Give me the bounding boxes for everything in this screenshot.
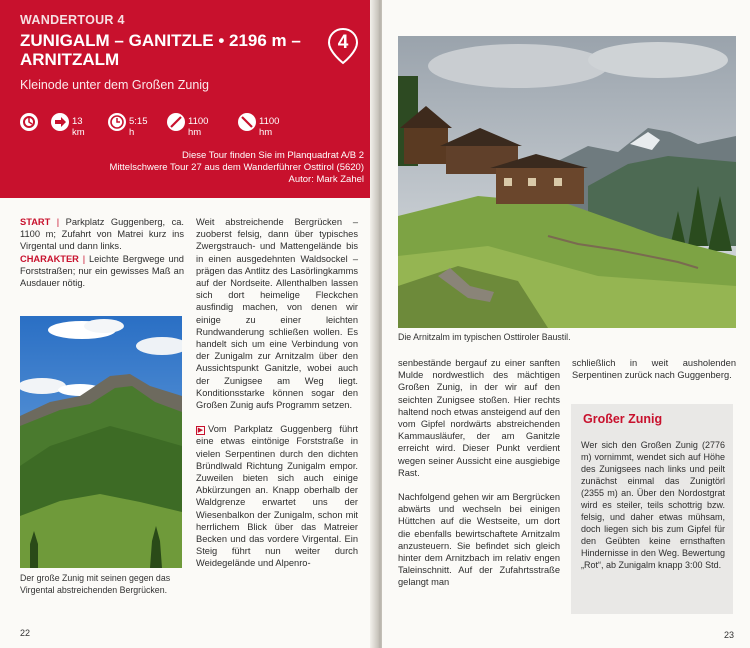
tour-info [110,150,365,186]
right-photo-caption: Die Arnitzalm im typischen Osttiroler Baustil. [398,332,571,342]
right-column-1 [398,357,560,601]
descent-value: 1100 hm [259,116,280,138]
grosser-zunig-infobox [571,404,733,614]
zunig-photo [20,316,182,568]
arrow-marker-icon: ▶ [197,427,204,435]
arnitzalm-photo [398,36,736,328]
start-charakter-block: START | Parkplatz Guggenberg, ca. 1100 m; Zufahrt von Matrei kurz ins Virgental und dann links. CHARAKTER | Leichte Bergwege und Forststraßen; nur ein gewisses Maß an Ausdauer nötig. [20,217,184,289]
walker-circle-icon [20,113,38,131]
info-line-author: Autor: Mark Zahel [288,174,364,185]
tour-label: WANDERTOUR 4 [20,13,125,27]
charakter-label: CHARAKTER [20,253,79,264]
right-column-2-paragraph: schließlich in weit ausholenden Serpentinen zurück nach Guggenberg. [572,358,736,381]
page-title: ZUNIGALM – GANITZLE • 2196 m – ARNITZALM [20,31,301,69]
middle-paragraph-1: Weit abstreichende Bergrücken – zuoberst felsig, dann über typisches Zwergstrauch- und Mattengelände bis in einen ausgedehnten Waldsockel – prägen das Antlitz des Lasörlingkamms auf der Nordseite. Allenthalben lassen sich dort heimelige Fleckchen ausfindig machen, von denen wir einige zu einer leichten Rundwanderung schließen wollen. Es handelt sich um eine Verbindung von der Zunigalm zur Arnitzalm über den Aussichtspunkt Ganitzle, wobei auch der Zunigsee am Weg liegt. Konditionsstarke können sogar den Großen Zunig aufs Programm setzen. [196,217,358,411]
tour-number: 4 [337,32,349,53]
info-line-planquadrat: Diese Tour finden Sie im Planquadrat A/B 2 [181,150,364,161]
charakter-text: Leichte Bergwege und Forststraßen; nur ein gewisses Maß an Ausdauer nötig. [20,253,184,289]
tour-header [0,0,378,198]
middle-paragraph-2-text: Vom Parkplatz Guggenberg führt eine etwas eintönige Forststraße in vielen Serpentinen durch den dichten Bründlwald Richtung Zunigalm empor. Zuweilen bieten sich auch einige Abkürzungen an. Knapp oberhalb der Waldgrenze erwartet uns der Wiesenbalkon der Zunigalm, schon mit herrlichem Blick über das Matreier Becken und das vordere Virgental. Ein Steig führt nun weiter durch Weidegelände und Alpenro- [196,424,358,569]
right-paragraph-1: senbestände bergauf zu einer sanften Mulde nordwestlich des mächtigen Großen Zunig, in der wir auf den seichten Zunigsee stoßen. Hier rechts haltend noch etwas ansteigend auf den vom Gipfel nordwärts abstreichenden Kammausläufer, der am Ganitzle erreicht wird. Dieser Punkt verdient wegen seiner Aussicht eine ausgiebige Rast. [398,358,560,478]
clock-icon [108,113,126,131]
left-photo-caption: Der große Zunig mit seinen gegen das Virgental abstreichenden Bergrücken. [20,573,171,595]
ascent-icon [167,113,185,131]
ascent-value: 1100 hm [188,116,209,138]
right-column-2 [572,357,736,393]
info-line-tour: Mittelschwere Tour 27 aus dem Wanderführer Osttirol (5620) [109,162,364,173]
start-label: START [20,217,51,227]
middle-column [196,216,358,582]
tour-number-badge [327,27,359,65]
infobox-title: Großer Zunig [583,412,663,426]
duration-value: 5:15 h [129,116,148,138]
middle-paragraph-2 [196,423,358,569]
page-number-left: 22 [20,628,31,638]
start-text: Parkplatz Guggenberg, ca. 1100 m; Zufahrt von Matrei kurz ins Virgental und dann links. [20,217,184,252]
page-subtitle: Kleinode unter dem Großen Zunig [20,78,209,92]
infobox-text: Wer sich den Großen Zunig (2776 m) vornimmt, wendet sich auf Höhe des Zunigsees nach links und peilt zunächst einmal das Zunigtörl (2355 m) an. Über den Nordostgrat wird es steiler, teils schottrig bzw. felsig, und daher etwas mühsam, doch liegen sich bis zum Gipfel für den Geübten keine ernsthaften Hindernisse in den Weg. Bewertung „Rot“, ab Zunigalm knapp 3:00 Std. [581,440,725,570]
distance-value: 13 km [72,116,85,138]
arrow-right-icon [51,113,69,131]
right-paragraph-2: Nachfolgend gehen wir am Bergrücken abwärts und wechseln bei einigen Hüttchen auf die Westseite, um dort die ebenfalls bewirtschaftete Arnitzalm anzusteuern. Sie befindet sich gleich hinter dem Arnitzbach im relativ engen Taleinschnitt. Auf der Zufahrtsstraße gelangt man [398,492,560,588]
page-number-right: 23 [724,630,735,640]
descent-icon [238,113,256,131]
